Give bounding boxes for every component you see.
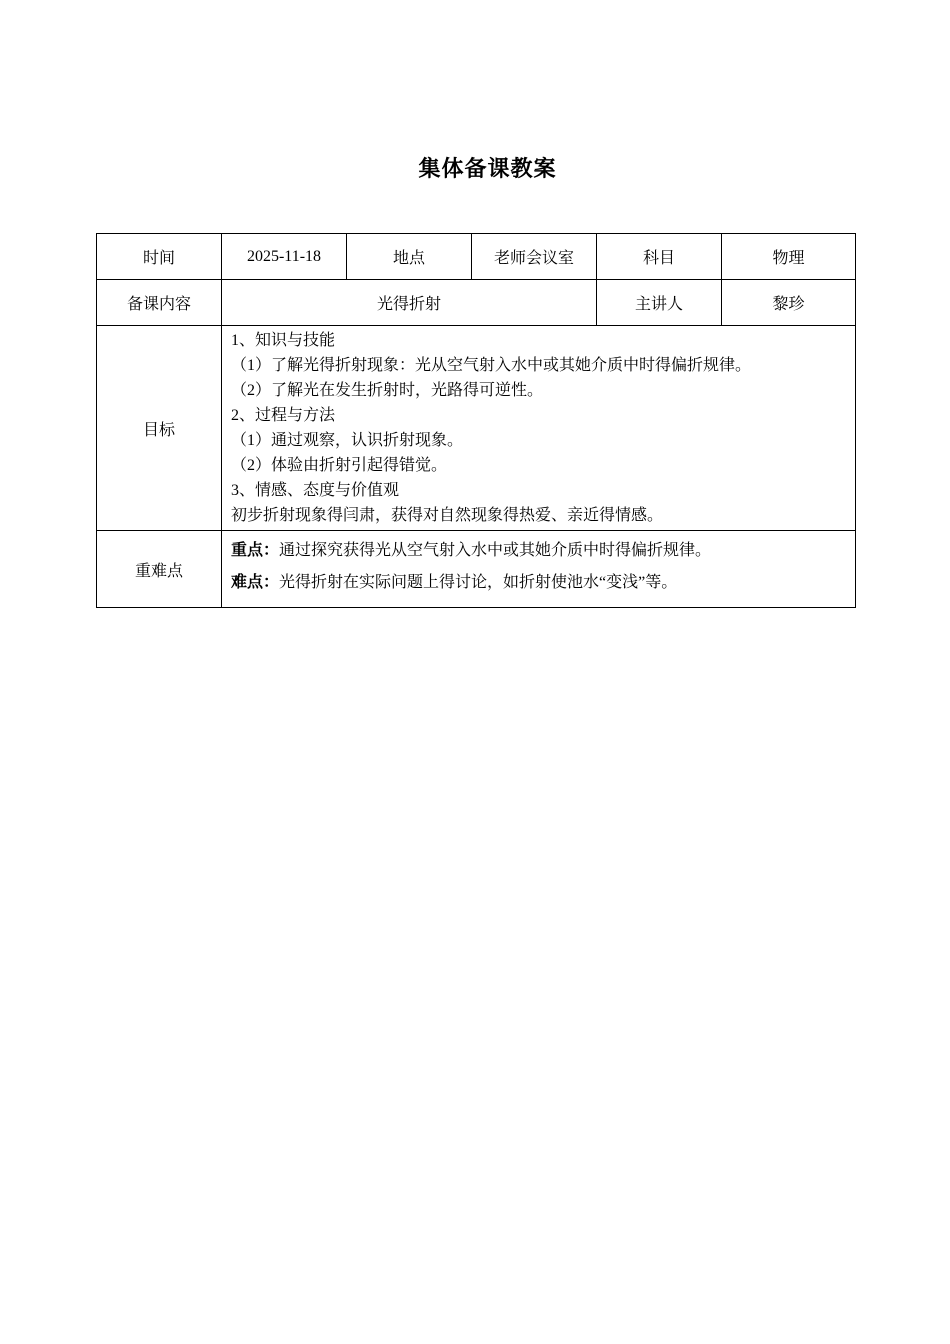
content-value: 光得折射 [222, 280, 597, 326]
goals-label: 目标 [97, 326, 222, 531]
place-label: 地点 [347, 234, 472, 280]
difficulty-point [231, 571, 847, 595]
goal-line: 1、知识与技能 [231, 332, 336, 349]
lesson-plan-table [96, 233, 856, 608]
table-row [97, 531, 856, 608]
goal-line: （1）了解光得折射现象：光从空气射入水中或其她介质中时得偏折规律。 [231, 357, 752, 374]
content-label: 备课内容 [97, 280, 222, 326]
page-title: 集体备课教案 [418, 157, 557, 182]
key-points-content [222, 531, 856, 608]
goal-line: （2）了解光在发生折射时，光路得可逆性。 [231, 382, 544, 399]
subject-label: 科目 [597, 234, 722, 280]
goal-line: 初步折射现象得闫肃，获得对自然现象得热爱、亲近得情感。 [231, 507, 664, 524]
goals-content [222, 326, 856, 531]
place-value: 老师会议室 [472, 234, 597, 280]
subject-value: 物理 [722, 234, 856, 280]
difficulty-label: 难点： [231, 574, 280, 591]
table-row [97, 234, 856, 280]
speaker-value: 黎珍 [722, 280, 856, 326]
time-label: 时间 [97, 234, 222, 280]
goal-line: 3、情感、态度与价值观 [231, 482, 400, 499]
goal-line: 2、过程与方法 [231, 407, 336, 424]
time-value: 2025-11-18 [222, 234, 347, 280]
focus-text: 通过探究获得光从空气射入水中或其她介质中时得偏折规律。 [279, 542, 712, 559]
table-row [97, 326, 856, 531]
difficulty-text: 光得折射在实际问题上得讨论，如折射使池水“变浅”等。 [279, 574, 678, 591]
table-row [97, 280, 856, 326]
speaker-label: 主讲人 [597, 280, 722, 326]
focus-label: 重点： [231, 542, 280, 559]
key-points-label: 重难点 [97, 531, 222, 608]
goal-line: （1）通过观察，认识折射现象。 [231, 432, 464, 449]
goal-line: （2）体验由折射引起得错觉。 [231, 457, 448, 474]
focus-point [231, 539, 847, 563]
